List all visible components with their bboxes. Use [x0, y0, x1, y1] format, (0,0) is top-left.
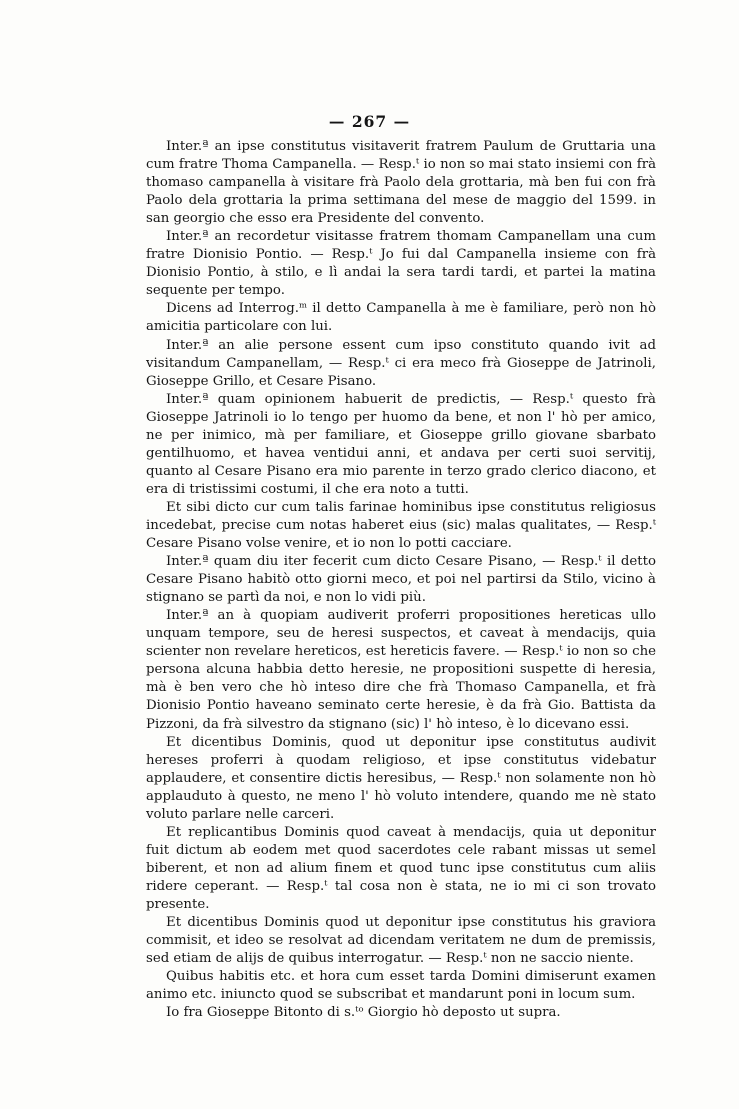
- paragraph: Inter.ª quam opinionem habuerit de predictis, — Resp.ᵗ questo frà Gioseppe Jatrinoli io lo tengo per huomo da bene, et non l' hò per amico, ne per inimico, mà per familiare, et Gioseppe grillo giovane sbarbato gentilhuomo, et havea ventidui anni, et andava per certi suoi servitij, quanto al Cesare Pisano era mio parente in terzo grado clerico diacono, et era di tristissimi costumi, il che era noto a tutti.: [146, 391, 656, 497]
- paragraph: Inter.ª an alie persone essent cum ipso constituto quando ivit ad visitandum Campanellam, — Resp.ᵗ ci era meco frà Gioseppe de Jatrinoli, Gioseppe Grillo, et Cesare Pisano.: [146, 337, 656, 389]
- paragraph: Et sibi dicto cur cum talis farinae hominibus ipse constitutus religiosus incedebat, precise cum notas haberet eius (sic) malas qualitates, — Resp.ᵗ Cesare Pisano volse venire, et io non lo potti cacciare.: [146, 499, 656, 552]
- page-number: — 267 —: [328, 112, 411, 131]
- paragraph: Et dicentibus Dominis quod ut deponitur ipse constitutus his graviora commisit, et ideo se resolvat ad dicendam veritatem ne dum de premissis, sed etiam de alijs de quibus interrogatur. — Resp.ᵗ non ne saccio niente.: [146, 915, 656, 967]
- paragraph: Inter.ª quam diu iter fecerit cum dicto Cesare Pisano, — Resp.ᵗ il detto Cesare Pisano habitò otto giorni meco, et poi nel partirsi da Stilo, vicino à stignano se partì da noi, e non lo vidi più.: [146, 554, 656, 606]
- paragraph: Quibus habitis etc. et hora cum esset tarda Domini dimiserunt examen animo etc. iniuncto quod se subscribat et mandarunt poni in locum sum.: [146, 969, 656, 1003]
- body-text: [146, 138, 656, 1022]
- paragraph: Io fra Gioseppe Bitonto di s.ᵗᵒ Giorgio hò deposto ut supra.: [166, 1005, 561, 1021]
- paragraph: Inter.ª an ipse constitutus visitaverit fratrem Paulum de Gruttaria una cum fratre Thoma Campanella. — Resp.ᵗ io non so mai stato insiemi con frà thomaso campanella à visitare frà Paolo dela grottaria, mà ben fui con frà Paolo dela grottaria la prima settimana del mese de maggio del 1599. in san georgio che esso era Presidente del convento.: [146, 139, 656, 227]
- paragraph: Inter.ª an à quopiam audiverit proferri propositiones hereticas ullo unquam tempore, seu de heresi suspectos, et caveat à mendacijs, quia scienter non revelare hereticos, est hereticis favere. — Resp.ᵗ io non so che persona alcuna habbia detto heresie, ne propositioni suspette di heresia, mà è ben vero che hò inteso dire che frà Thomaso Campanella, et frà Dionisio Pontio haveano seminato certe heresie, è da frà Gio. Battista da Pizzoni, da frà silvestro da stignano (sic) l' hò inteso, è lo dicevano essi.: [146, 608, 656, 732]
- paragraph: Et dicentibus Dominis, quod ut deponitur ipse constitutus audivit hereses proferri à quodam religioso, et ipse constitutus videbatur applaudere, et consentire dictis heresibus, — Resp.ᵗ non solamente non hò applauduto à questo, ne meno l' hò voluto intendere, quando me nè stato voluto parlare nelle carceri.: [146, 734, 656, 822]
- paragraph: Et replicantibus Dominis quod caveat à mendacijs, quia ut deponitur fuit dictum ab eodem met quod sacerdotes cele rabant missas ut semel biberent, et non ad alium finem et quod tunc ipse constitutus cum aliis ridere ceperant. — Resp.ᵗ tal cosa non è stata, ne io mi ci son trovato presente.: [146, 824, 656, 912]
- paragraph: Inter.ª an recordetur visitasse fratrem thomam Campanellam una cum fratre Dionisio Pontio. — Resp.ᵗ Jo fui dal Campanella insieme con frà Dionisio Pontio, à stilo, e lì andai la sera tardi tardi, et partei la matina sequente per tempo.: [146, 229, 656, 299]
- paragraph: Dicens ad Interrog.ᵐ il detto Campanella à me è familiare, però non hò amicitia particolare con lui.: [146, 301, 656, 335]
